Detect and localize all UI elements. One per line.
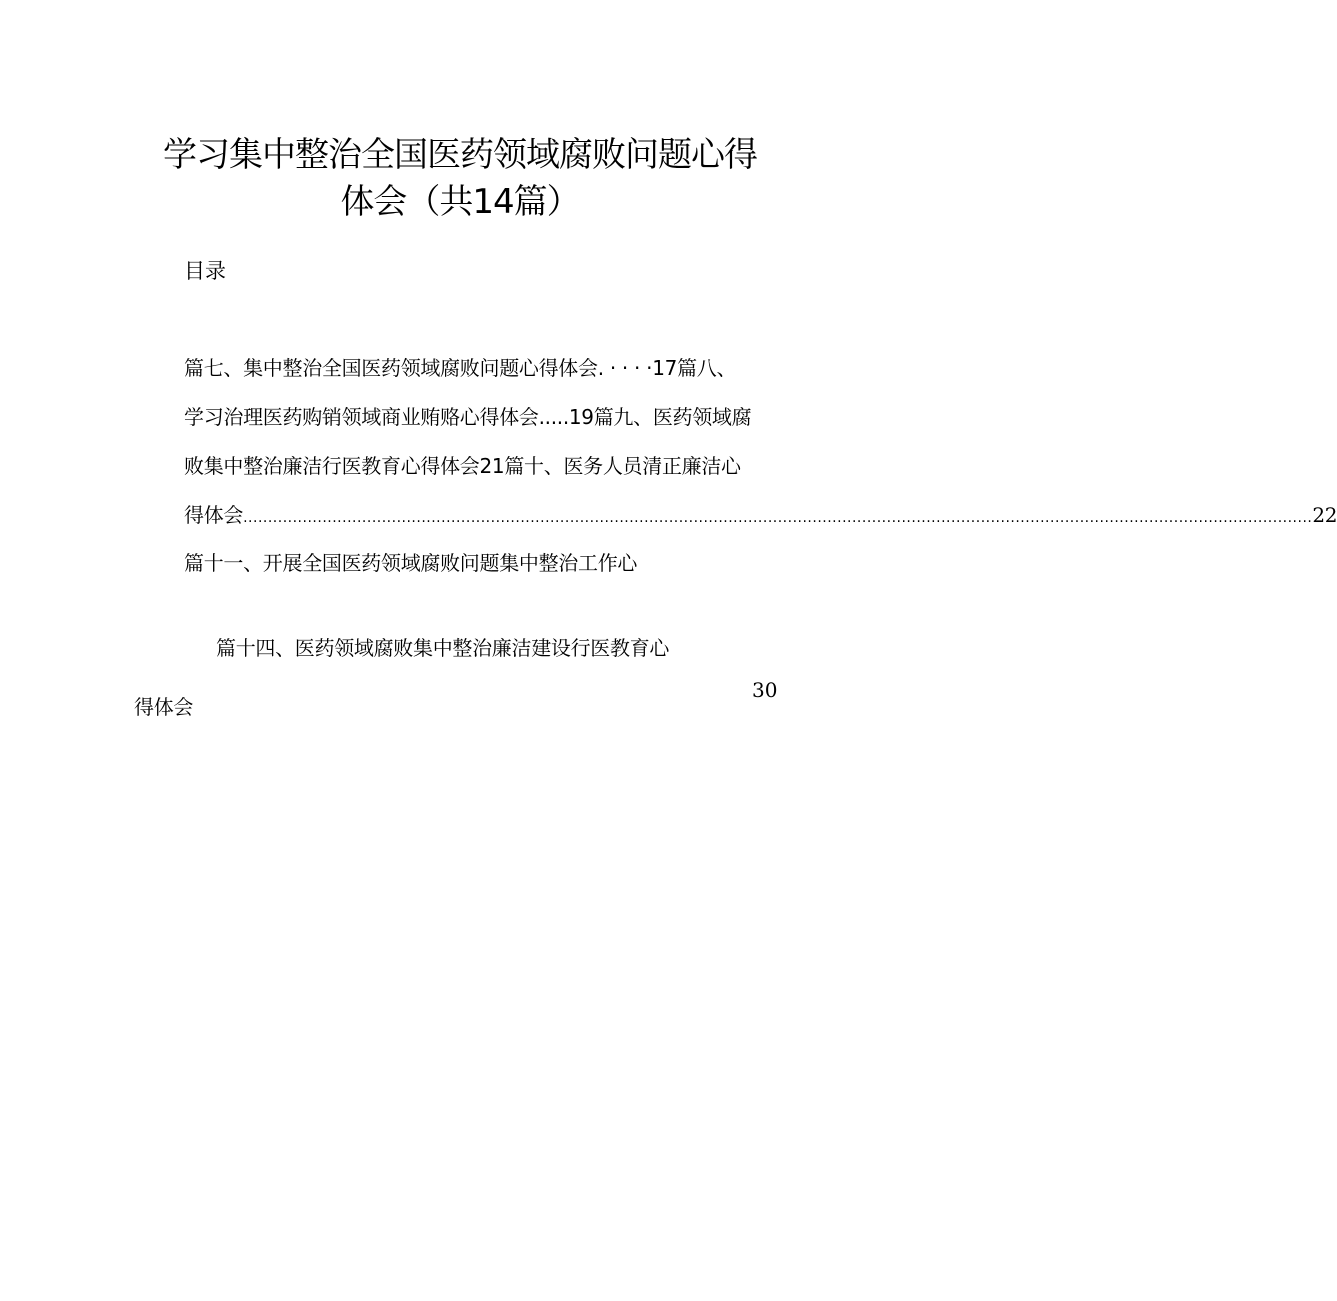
toc-heading: 目录 bbox=[184, 259, 226, 283]
toc-entry-text: 得体会 bbox=[184, 503, 244, 527]
toc-leader-dots: ........................................................................................................................................................................................................................ bbox=[243, 510, 1313, 526]
toc-page-number: 22 bbox=[1312, 503, 1337, 527]
toc-page-number: 30 bbox=[752, 678, 778, 702]
document-title-line-1: 学习集中整治全国医药领域腐败问题心得 bbox=[163, 135, 757, 175]
toc-line: 得体会 bbox=[134, 695, 194, 719]
toc-line: 篇七、集中整治全国医药领域腐败问题心得体会. · · · ·17篇八、 bbox=[184, 356, 737, 380]
document-title-line-2: 体会（共14篇） bbox=[340, 182, 580, 222]
toc-line: 篇十四、医药领域腐败集中整治廉洁建设行医教育心 bbox=[216, 636, 670, 660]
toc-line: 篇十一、开展全国医药领域腐败问题集中整治工作心 bbox=[184, 551, 638, 575]
toc-entry-dotted bbox=[184, 500, 1337, 533]
toc-line: 学习治理医药购销领域商业贿赂心得体会.....19篇九、医药领域腐 bbox=[184, 405, 752, 429]
toc-line: 败集中整治廉洁行医教育心得体会21篇十、医务人员清正廉洁心 bbox=[184, 454, 741, 478]
